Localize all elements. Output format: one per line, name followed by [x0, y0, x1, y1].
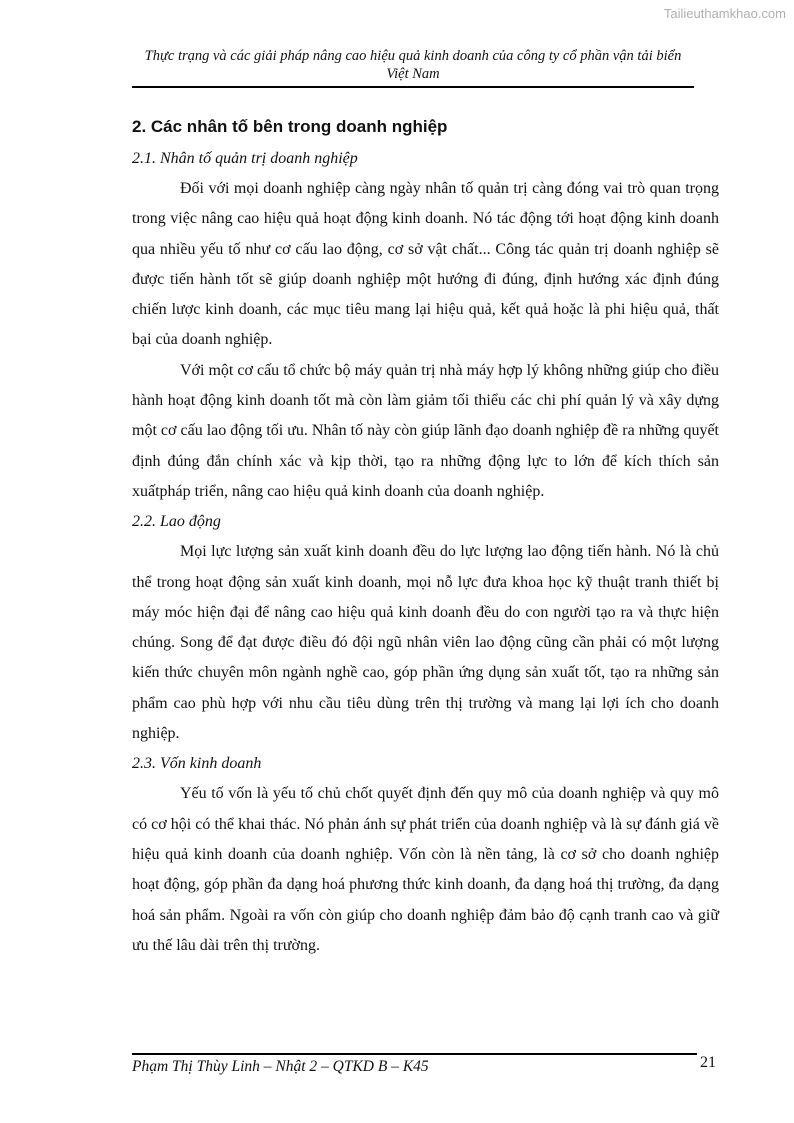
footer-author: Phạm Thị Thùy Linh – Nhật 2 – QTKD B – K45 [132, 1058, 429, 1075]
footer-divider [132, 1053, 697, 1055]
subsection-heading-management: 2.1. Nhân tố quản trị doanh nghiệp [132, 150, 358, 167]
section-heading: 2. Các nhân tố bên trong doanh nghiệp [132, 117, 448, 136]
page-body [132, 108, 719, 961]
paragraph: Đối với mọi doanh nghiệp càng ngày nhân tố quản trị càng đóng vai trò quan trọng trong việc nâng cao hiệu quả hoạt động kinh doanh. Nó tác động tới hoạt động kinh doanh qua nhiều yếu tố như cơ cấu lao động, cơ sở vật chất... Công tác quản trị doanh nghiệp sẽ được tiến hành tốt sẽ giúp doanh nghiệp một hướng đi đúng, định hướng xác định đúng chiến lược kinh doanh, các mục tiêu mang lại hiệu quả, kết quả hoặc là phi hiệu quả, thất bại của doanh nghiệp. [132, 180, 719, 349]
paragraph: Yếu tố vốn là yếu tố chủ chốt quyết định đến quy mô của doanh nghiệp và quy mô có cơ hội có thể khai thác. Nó phản ánh sự phát triển của doanh nghiệp và là sự đánh giá về hiệu quả kinh doanh của doanh nghiệp. Vốn còn là nền tảng, là cơ sở cho doanh nghiệp hoạt động, góp phần đa dạng hoá phương thức kinh doanh, đa dạng hoá thị trường, đa dạng hoá sản phẩm. Ngoài ra vốn còn giúp cho doanh nghiệp đảm bảo độ cạnh tranh cao và giữ ưu thế lâu dài trên thị trường. [132, 785, 719, 954]
subsection-heading-labor: 2.2. Lao động [132, 513, 221, 531]
watermark: Tailieuthamkhao.com [663, 6, 786, 21]
paragraph: Với một cơ cấu tổ chức bộ máy quản trị nhà máy hợp lý không những giúp cho điều hành hoạt động kinh doanh tốt mà còn làm giảm tối thiểu các chi phí quản lý và xây dựng một cơ cấu lao động tối ưu. Nhân tố này còn giúp lãnh đạo doanh nghiệp đề ra những quyết định đúng đắn chính xác và kịp thời, tạo ra những động lực to lớn để kích thích sản xuấtpháp triển, nâng cao hiệu quả kinh doanh của doanh nghiệp. [132, 361, 719, 500]
paragraph: Mọi lực lượng sản xuất kinh doanh đều do lực lượng lao động tiến hành. Nó là chủ thể trong hoạt động sản xuất kinh doanh, mọi nỗ lực đưa khoa học kỹ thuật tranh thiết bị máy móc hiện đại để nâng cao hiệu quả kinh doanh đều do con người tạo ra và thực hiện chúng. Song để đạt được điều đó đội ngũ nhân viên lao động cũng cần phải có một lượng kiến thức chuyên môn ngành nghề cao, góp phần ứng dụng sản xuất tốt, tạo ra những sản phẩm cao phù hợp với nhu cầu tiêu dùng trên thị trường và mang lại lợi ích cho doanh nghiệp. [132, 543, 719, 743]
subsection-heading-capital: 2.3. Vốn kinh doanh [132, 755, 262, 773]
page-header-title: Thực trạng và các giải pháp nâng cao hiệu quả kinh doanh của công ty cổ phần vận tải biển Việt Nam [144, 48, 682, 82]
header-divider [132, 86, 694, 88]
page-number: 21 [700, 1054, 716, 1071]
